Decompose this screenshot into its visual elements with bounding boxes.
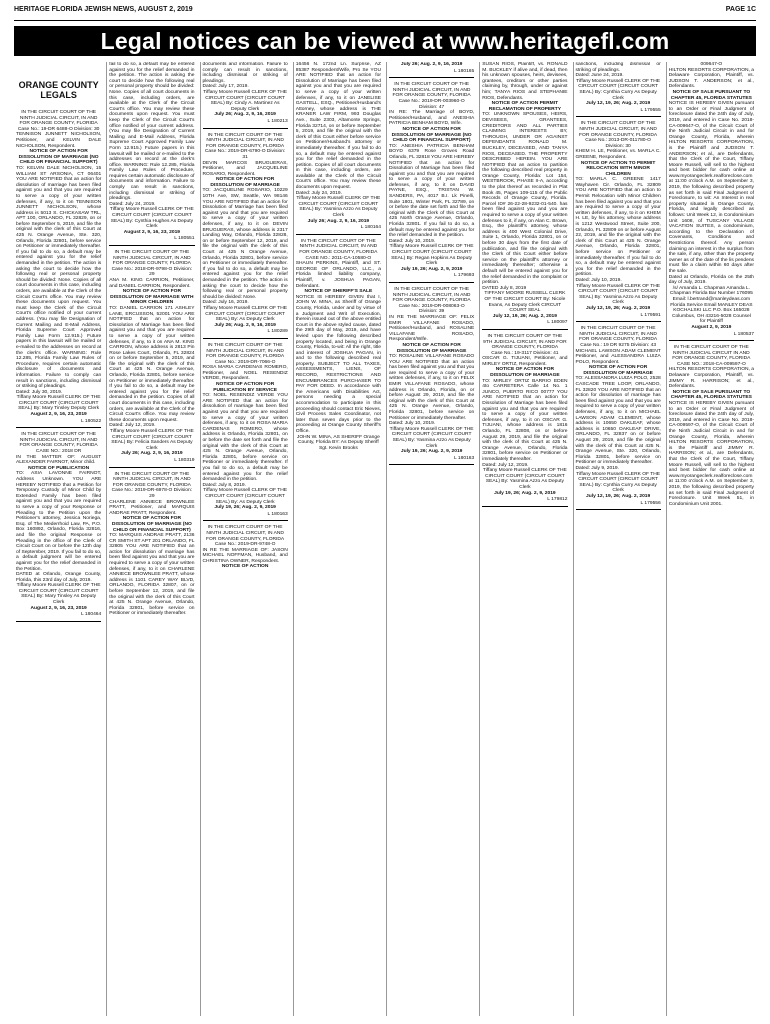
notice-divider <box>576 509 661 510</box>
notice-case: Case No.: 2019-DR-7066-O <box>214 359 276 365</box>
notice-body: TO: MARLA C. GREENE 1417 Wayhaven Cir. Orlando, FL 32809 YOU ARE NOTIFIED that an action to Permit Relocation with Minor Children has been filed against you and that you are required to serve a copy of your written defenses, if any, to it on KHEM H. LE, by his attorney, whose address is 1212 Westwood Street, Suite 200, Orlando, FL 32809 on or before August 22, 2019, and file the original with the clerk of this Court at 425 N. Orange Avenue, Orlando, Florida 32801, before service on Petitioner or immediately thereafter. If you fail to do so, a default may be entered against you for the relief demanded in the petition. <box>575 177 661 278</box>
notice-court: IN THE CIRCUIT COURT OF THE NINTH JUDICIAL CIRCUIT, IN AND FOR ORANGE COUNTY, FLORIDA <box>579 121 658 138</box>
notice-id: L 180165 <box>454 68 475 74</box>
notice-divider <box>16 427 101 428</box>
notice-id: L 180537 <box>733 331 754 337</box>
notice-divider <box>203 338 288 339</box>
notice-title: NOTICE OF ACTION TO PERMIT RELOCATION WITH MINOR CHILDREN <box>580 160 656 177</box>
notice-signature: Tiffany Moore Russell CLERK OF THE CIRCUIT COURT (CIRCUIT COURT SEAL) By: Cynthia Curry As Deputy Clerk <box>576 471 661 494</box>
legal-notice <box>389 287 474 465</box>
notice-parties: TENNISON JUNNETT NICHOLSON, Petitioner, and KELVIN DALE NICHOLSON, Respondent. <box>16 132 102 149</box>
notice-title: NOTICE OF ACTION FOR PUBLICATION BY SERVICE <box>213 382 278 393</box>
publication-dateline: HERITAGE FLORIDA JEWISH NEWS, AUGUST 2, 2019 <box>14 6 193 13</box>
notice-parties: DEVIN MARCOS BRUGUERAS, Petitioner, and JACQUELINE ROSARIO, Respondent. <box>202 160 288 177</box>
notice-publish: July 19, 26; Aug. 2, 9, 2019 <box>214 505 276 511</box>
notice-signature: JOHN W. MINA, AS SHERIFF Orange County, Florida BY: As Deputy Sheriff Sgt. Kevin Brooks <box>296 434 380 451</box>
notice-case: 009647-O <box>700 62 723 67</box>
notice-court: IN THE CIRCUIT COURT OF THE NINTH JUDICIAL CIRCUIT, IN AND FOR ORANGE COUNTY, FLORIDA <box>299 238 378 255</box>
notice-court: IN THE CIRCUIT COURT OF THE NINTH JUDICIAL CIRCUIT, IN AND FOR ORANGE COUNTY, FLORIDA <box>392 286 471 304</box>
notice-dated: Dated at Orlando, Florida on the 25th day of July, 2019. <box>668 274 754 286</box>
notice-signature: /s/ Amanda L. Chapman Amanda L. Chapman Florida Bar Number 176095 Email: l.bertrand@manleydeas.com Florida Service Email MANLEY DEAS KOCHALSKI LLC P.O. Box 165028 Columbus, OH 43216-5028 Counsel for Plaintiff <box>669 285 753 325</box>
notice-title: NOTICE OF ACTION FOR DISSOLUTION OF MARRIAGE <box>396 342 467 354</box>
notice-title: NOTICE OF ACTION FOR DISSOLUTION OF MARRIAGE WITH MINOR CHILDREN <box>110 289 194 306</box>
notice-id: L 180522 <box>81 418 102 424</box>
notice-parties: IN RE THE MARRIAGE OF: JASON MICHAEL NOFFMAN, Husband, and CHRISTINA OWNER, Respondent. <box>202 547 288 564</box>
page-header <box>14 6 756 21</box>
notice-divider <box>576 321 661 322</box>
notice-body: TO: ALESSANDRA LUIZA POLO, 2528 CASCADE TREE LOOP, ORLANDO, FL 32820 YOU ARE NOTIFIED that an action for dissolution of marriage has been filed against you and that you are required to serve a copy of your written defenses, if any, to it on MICHAEL LAWSON ADAM CLEMENT, whose address is 10650 OAKLEAF, whose address is 10650 OAKLEAF DRIVE, ORLANDO, FL 32837 on or before August 29, 2019, and file the original with the clerk of this Court at 425 N. Orange Avenue, Ste. 320, Orlando, Florida 32801, before service on Petitioner or immediately thereafter. <box>575 376 661 466</box>
notice-dated: Dated: July 8, 2019. <box>202 482 246 488</box>
notice-divider <box>296 234 381 235</box>
legal-notice <box>389 82 474 283</box>
notice-divider <box>203 128 288 129</box>
notice-case: Case No.: 2018-DR-9798-O Division: 29 <box>111 266 193 278</box>
notice-divider <box>482 506 567 507</box>
legal-notice <box>669 345 754 507</box>
legal-notice <box>482 62 567 330</box>
legal-notice <box>576 326 661 510</box>
notice-body: documents and information. Failure to comply can result in sanctions, including dismissal or striking of pleadings. <box>202 62 288 84</box>
notice-divider <box>389 464 474 465</box>
notice-id: L 179556 <box>640 500 661 506</box>
notice-case: Case No.: 19 DR 9275 Division: 43 <box>580 342 657 348</box>
notice-body: TO: ASIA LAVONNE FAIRNOT, Address Unknown. YOU ARE HEREBY NOTIFIED that a Petition for Temporary Custody of Minor Child by Extended Family has been filed against you and that you are required to serve a copy of your Response or Pleading to the Petition upon the Petitioner's attorney, Jessica Noriega, Esq. of The Mederrhoid Law, PA, P.O. Box 160892, Orlando, Florida 32816, and file the original Response or Pleading in the office of the Clerk of Circuit Court on or before the 12th day of September, 2019. If you fail to do so, a default judgment will be entered against you for the relief demanded in the Petition. <box>16 471 102 572</box>
notice-dated: Dated: July 24, 2019. <box>109 201 156 207</box>
notice-id: L 179693 <box>454 273 475 279</box>
notice-publish: August 2, 9, 16, 23, 2019 <box>30 605 87 611</box>
notice-parties: SUSAN RIOS, Plaintiff, vs. RONALD M. BUCKLEY if alive and, if dead, then his unknown spouses, heirs, devisees, grantees, creditors or other parties claiming by, through, under or against him; TANYA RIOS and STEPHANIE RIOS, Defendants. <box>482 62 568 101</box>
notice-body: sanctions, including dismissal or striking of pleadings. <box>575 62 661 73</box>
notice-dated: Dated: July 9, 2019. <box>575 465 619 471</box>
notice-signature: Tiffany Moore Russell CLERK OF THE CIRCUIT COURT (CIRCUIT COURT SEAL) By: Yasmina Azzo As Deputy Clerk <box>296 196 381 219</box>
notice-signature: Tiffany Moore Russell CLERK OF THE CIRCUIT COURT (CIRCUIT COURT SEAL) By: Mary Tinsley Deputy Clerk <box>16 395 101 412</box>
notice-parties: HILTON RESORTS CORPORATION, a Delaware Corporation, Plaintiff, vs. JUDSON T. ANDERSON; et al., Defendants. <box>668 67 754 90</box>
notice-id: L 179555 <box>640 107 661 113</box>
notice-title: NOTICE OF ACTION FOR DISSOLUTION OF MARRIAGE (NO CHILD OR FINANCIAL SUPPORT) <box>18 149 99 166</box>
notice-body: TO: DANIEL CARRION 171 ASHLEY LANE, ERCUSSON, 52001 YOU ARE NOTIFIED that an action for Dissolution of Marriage has been filed against you and that you are required to serve a copy of your written defenses, if any, to it on ANA M. KING CARRION, whose address is 2813 Pin Rose Lakes Court, Orlando, FL 32824 on or before September 5, 2019, and file the original with the clerk of this Court at 425 N. Orange Avenue, Orlando, Florida 32801, before service on Petitioner or immediately thereafter. If you fail to do so, a default may be entered against you for the relief demanded in the petition. Copies of all court documents in this case, including orders, are available at the Clerk of the Circuit Court's office. You may review these documents upon request. <box>109 305 195 423</box>
legal-notice <box>109 62 194 246</box>
notice-title: NOTICE OF ACTION FOR DISSOLUTION OF MARRIAGE (NO CHILD OR FINANCIAL SUPPORT) <box>391 126 472 144</box>
legal-notice <box>109 250 194 468</box>
legal-notice <box>576 62 661 117</box>
notice-case: Case No.: 2019-DR-6978-O Division: 29 <box>111 488 193 499</box>
notice-divider <box>576 116 661 117</box>
legal-notice <box>482 334 567 507</box>
notice-parties: IN THE MATTER OF: AUGUST ALEXANDER FAIRNOT, Minor child. <box>16 454 102 466</box>
column-2 <box>106 62 196 1016</box>
notice-case: Case No.: 19-3117 Division: 41 <box>491 350 559 356</box>
notice-title: NOTICE OF SALE PURSUANT TO CHAPTER 45, FLORIDA STATUTES <box>670 389 752 401</box>
notice-id: L 180289 <box>267 329 288 335</box>
column-1 <box>14 62 103 1016</box>
notice-id: L 180097 <box>547 320 568 326</box>
legal-notice <box>16 432 101 622</box>
notice-dated: DATED at Orlando, Orange County, Florida, this 23rd day of July, 2019. <box>16 572 102 583</box>
notice-id: L 180163 <box>454 455 475 461</box>
notice-parties: OSCAR G. TIJUANI, Petitioner, and MIRLEY ORTIZ, Respondent. <box>482 356 568 367</box>
legal-notice <box>203 343 288 521</box>
notice-publish: July 26; Aug. 2, 9, 16, 2019 <box>121 451 183 457</box>
notice-publish: July 12, 19, 26; Aug. 2, 2019 <box>586 493 651 499</box>
notice-body: NOTICE IS HEREBY GIVEN pursuant to an Order or Final Judgment of foreclosure dated the 24th day of July, 2019, and entered in Case No. 2018-CA-009597-O, of the Circuit Court of the Ninth Judicial Circuit in and for Orange County, Florida, wherein HILTON RESORTS CORPORATION, is the Plaintiff and JIMMY R. HARRISON; et al., are Defendants, that the Clerk of the Court, Tiffany Moore Russell, will sell to the highest and best bidder for cash online at www.myorangeclerk.realforeclose.com at 11:00 o'clock A.M. on September 3, 2019, the following described property as set forth in said Final Judgment of Foreclosure. Unit Week 51, in Condominium Unit 2001. <box>668 401 754 507</box>
notice-body: TO: NOEL RESENDIZ VERDE YOU ARE NOTIFIED that an action for dissolution of marriage has been filed against you and that you are required to serve a copy of your written defenses, if any, to it on ROSA MARIA CARDENAS ROMERO, whose address is Orlando, Florida 32801, on or before the date set forth and file the original with the clerk of this Court at 425 N. Orange Avenue, Orlando, Florida 32801, before service on Petitioner or immediately thereafter. If you fail to do so, a default may be entered against you for the relief demanded in the petition. <box>202 393 288 483</box>
notice-title: NOTICE OF PUBLICATION <box>28 465 90 471</box>
notice-case: CASE NO.: 2011-CA-10580-O <box>305 255 372 261</box>
notice-court: IN THE CIRCUIT COURT OF THE NINTH JUDICIAL CIRCUIT, IN AND FOR ORANGE COUNTY, FLORIDA <box>206 132 285 149</box>
notice-case: Case No.: 2019-DR-6790-O Division: 31 <box>204 149 286 160</box>
column-3 <box>200 62 290 1016</box>
notice-divider <box>482 329 567 330</box>
notice-body: TO: ANESHIA PATRICIA BENHAM BOYD 6379 Rose Groves Road Orlando, FL 32818 YOU ARE HEREBY NOTIFIED that an action for Dissolution of Marriage has been filed against you and that you are required to serve a copy of your written defenses, if any, to it on DAVID PAYNE, ESQ., TRISTAN W. SANDERS, PA, 4017 B.I. Lk Pinelli, Suite 1801, Winter Park, FL 32789, on or before the date set forth and file the original with the Clerk of this Court at 425 North Orange Avenue, Orlando, Florida 32801. If you fail to do so, a default may be entered against you for the relief demanded in the petition. <box>389 143 475 239</box>
column-8 <box>666 62 756 1016</box>
notice-dated: Dated: July 10, 2019. <box>389 238 436 244</box>
notice-id: L 180319 <box>174 457 195 463</box>
notice-divider <box>389 77 474 78</box>
notice-dated: Dated: July 24, 2019. <box>295 190 342 196</box>
notice-signature: Tiffany Moore Russell CLERK OF THE CIRCUIT COURT (CIRCUIT COURT SEAL) By: Felicia Sanders As Deputy Clerk <box>109 429 194 451</box>
notice-dated: Dated: July 10, 2019. <box>389 421 436 427</box>
notice-dated: Dated: July 17, 2019. <box>202 84 249 90</box>
notice-parties: IN RE: The Marriage of BOYD, Petitioner/Husband, and ANESHIA PATRICIA BENHAM BOYD, Wife. <box>389 110 475 127</box>
notice-parties: SHAUN PERKINS, Plaintiff, and ST. GEORGE OF ORLANDO, LLC., a Florida limited liability company, Plaintiff, v. JOSHUA PAGAN, Defendant. <box>295 261 381 289</box>
notice-case: CASE NO.: 2018-CA-009597-O <box>676 361 746 367</box>
notice-parties: MICHAEL LAWSON ADAM CLEMENT Petitioner, and ALESSANDRA LUIZA POLO, Respondent. <box>575 348 661 365</box>
notice-publish: July 12, 19, 26; Aug. 2, 2019 <box>492 313 557 319</box>
notice-parties: ROSA MARIA CARDENAS ROMERO, Petitioner, and NOEL RESENDIZ VERDE, Respondent. <box>202 365 288 382</box>
notice-dated: Dated: June 24, 2019. <box>575 73 624 79</box>
notice-body: NOTICE IS HEREBY GIVEN that I, JOHN W. MINA, as Sheriff of Orange County, Florida, under and by virtue of a Judgment and Writ of Execution, therein issued out of the above entitled Court in the above styled cause, dated the 29th day of May, 2019, and have levied upon the following described property located, and being in Orange County, Florida, to-wit: All the right, title and interest of JOSHUA PAGAN, in and to the following described real property. SUBJECT TO ALL TAXES, ASSESSMENTS, LIENS, OF RECORD, RESTRICTIONS AND ENCUMBRANCES PURCHASER TO PAY FOR DEED. In accordance with the Americans with Disabilities Act, persons needing a special accommodation to participate in this proceeding should contact Eric Nieves, Civil Process Sales Coordinator, not later than seven days prior to the proceeding at Orange County Sheriff's Office. <box>295 294 381 434</box>
notice-body: TO: MARQUIS ANDRAE PRATT, 2136 CR SMITH ST APT 201 ORLANDO, FL 32805 YOU ARE NOTIFIED that an action for dissolution of marriage has been filed against you and that you are required to serve a copy of your written defenses, if any, to it on CHARLENE ANNIECE BROWNLEE PRATT, whose address is 1101 CAREY WAY BLVD, ORLANDO, FLORIDA 32807, on or before September 12, 2019, and file the original with the clerk of this Court at 425 N. Orange Avenue, Orlando, Florida 32801, before service on Petitioner or immediately thereafter. <box>109 533 195 617</box>
notice-case: CASE NO.: 2018 DR <box>35 449 82 455</box>
notice-case: Case No.: 2019-DR-008063-O Division: 39 <box>398 303 465 315</box>
notice-publish: July 19, 26; Aug. 2, 9, 2019 <box>400 266 463 272</box>
legal-notice <box>203 62 288 129</box>
section-title: ORANGE COUNTY LEGALS <box>18 80 99 100</box>
notice-title: NOTICE OF SHERIFF'S SALE <box>304 289 373 295</box>
notice-title: NOTICE OF ACTION PERMIT RECLAMATION OF PROPERTY <box>488 101 561 112</box>
notice-body: TO: KELVIN DALE NICHOLSON, 15 WILLIAM ST ARSONIA, CT 06401 YOU ARE NOTIFIED that an action for dissolution of marriage has been filed against you and that you are required to serve a copy of your written defenses, if any, to it on TENNISON JUNNETT NICHOLSON, whose address is 5013 S. CHICKASAW TRL, APT 100, ORLANDO, FL 32829, on or before September 5, 2019, and file the original with the clerk of this Court at 425 N. Orange Avenue, Ste. 320, Orlando, Florida 32801, before service on Petitioner or immediately thereafter. If you fail to do so, a default may be entered against you for the relief demanded in the petition. The action is asking the court to decide how the following real or personal property should be divided: None. Copies of all court documents in this case, including orders, are available at the Clerk of the Circuit Court's office. You may review these documents upon request. You must keep the Clerk of the Circuit Court's office notified of your current address. (You may file Designation of Current Mailing and E-Mail Address, Florida Supreme Court Approved Family Law Form 12.915.) Future papers in this lawsuit will be mailed or e-mailed to the addresses on record at the clerk's office. WARNING: Rule 12.285, Florida Family Law Rules of Procedure, requires certain automatic disclosure of documents and information. Failure to comply can result in sanctions, including dismissal or striking of pleadings. <box>16 165 102 390</box>
notice-title: NOTICE OF ACTION <box>221 564 269 570</box>
notice-parties: IN RE THE MARRIAGE OF: FELIX EMIR VILLAFANE ROSADO, Petitioner/Husband, and ROSALINE VILLAFANE ROSADO, Respondent/Wife. <box>389 314 475 343</box>
legal-notice <box>16 110 101 428</box>
notice-publish: July 12, 19, 26; Aug. 2, 2019 <box>586 101 651 107</box>
notice-case: Case No.: 2013-DR-011780-O Division: 30 <box>585 138 651 149</box>
legal-notice <box>203 133 288 339</box>
notice-court: IN THE CIRCUIT COURT OF THE 9TH JUDICIAL CIRCUIT, IN AND FOR ORANGE COUNTY, FLORIDA <box>483 333 567 351</box>
notice-court: IN THE CIRCUIT COURT OF THE NINTH JUDICIAL CIRCUIT, IN AND FOR ORANGE COUNTY, FLORIDA <box>206 525 285 542</box>
notice-signature: Tiffany Moore Russell CLERK OF THE CIRCUIT COURT (CIRCUIT COURT SEAL) By: As Deputy Clerk <box>203 305 288 323</box>
notice-title: NOTICE OF ACTION FOR DISSOLUTION OF MARRIAGE <box>490 367 560 379</box>
notice-dated: Dated: July 10, 2019. <box>575 277 622 283</box>
notice-dated: Dated: July 12, 2019. <box>109 423 156 429</box>
notice-publish: August 2, 9, 16, 23, 2019 <box>30 412 87 418</box>
notice-title: NOTICE OF ACTION FOR DISSOLUTION OF MARRIAGE <box>210 177 280 188</box>
notice-divider <box>669 340 754 341</box>
notice-publish: July 26; Aug. 2, 9, 16, 2019 <box>307 218 370 224</box>
notice-publish: July 19, 26; Aug. 2, 9, 2019 <box>494 490 556 496</box>
notice-signature: Tiffany Moore Russell CLERK OF THE CIRCUIT COURT (CIRCUIT COURT SEAL) By: Cynthia Hughes As Deputy Clerk <box>109 207 194 230</box>
notice-court: IN THE CIRCUIT COURT OF THE NINTH JUDICIAL CIRCUIT, IN AND FOR ORANGE COUNTY, FLORIDA <box>579 326 658 343</box>
legal-notice <box>296 239 381 452</box>
notice-id: L 180464 <box>81 612 102 618</box>
notice-parties: HILTON RESORTS CORPORATION, a Delaware Corporation, Plaintiff, vs. JIMMY R. HARRISON; et al., Defendants. <box>668 367 754 390</box>
notice-id: L 180551 <box>174 236 195 242</box>
notice-publish: August 2, 9, 16, 23, 2019 <box>123 229 181 235</box>
notice-divider <box>109 245 194 246</box>
notice-court: IN THE CIRCUIT COURT OF THE NINTH JUDICIAL CIRCUIT IN AND FOR ORANGE COUNTY, FLORIDA <box>672 345 751 362</box>
notice-body: 16456 N. 172nd Ln. Surprise, AZ 85387 Respondent/Wife, Pro Se YOU ARE NOTIFIED that an action for Dissolution of Marriage has been filed against you and that you are required to serve a copy of your written defenses, if any, to it on JANELISE GASTELL, ESQ., Petitioner/Husband's Attorney, whose address is THE KRANER LAW FIRM, 993 Douglas Ave., Suite 2303, Altamonte Springs, Florida 32714, on or before September 5, 2019, and file the original with the clerk of this Court either before service on Petitioner/Husband's attorney or immediately thereafter. If you fail to do so, a default may be entered against you for the relief demanded in the petition. Copies of all court documents in this case, including orders, are available at the Clerk of the Circuit Court's office. You may review these documents upon request. <box>295 62 381 191</box>
notice-parties: CHARLENE ANNIECE BROWNLEE PRATT, Petitioner, and MARQUIS ANDRAE PRATT, Respondent. <box>109 499 195 516</box>
legal-notice <box>389 62 474 78</box>
notice-id: L 180164 <box>360 225 381 231</box>
notice-title: NOTICE OF SALE PURSUANT TO CHAPTER 45, FLORIDA STATUTES <box>670 89 752 101</box>
notice-publish: July 26; Aug. 2, 9, 16, 2019 <box>214 322 276 328</box>
notice-court: IN THE CIRCUIT COURT OF THE NINTH JUDICIAL CIRCUIT, IN AND FOR ORANGE COUNTY, FLORIDA <box>19 110 98 127</box>
notice-body: fail to do so, a default may be entered against you for the relief demanded in the petition. The action is asking the court to decide how the following real or personal property should be divided: None. Copies of all court documents in this case, including orders, are available at the Clerk of the Circuit Court's office. You may review these documents upon request. You must keep the Clerk of the Circuit Court's office notified of your current address. (You may file Designation of Current Mailing and E-Mail Address, Florida Supreme Court Approved Family Law Form 12.915.) Future papers in this lawsuit will be mailed or e-mailed to the addresses on record at the clerk's office. WARNING: Rule 12.285, Florida Family Law Rules of Procedure, requires certain automatic disclosure of documents and information. Failure to comply can result in sanctions, including dismissal or striking of pleadings. <box>109 62 195 202</box>
legal-notice <box>576 121 661 322</box>
notice-publish: July 26; Aug. 2, 9, 16, 2019 <box>400 62 463 67</box>
notice-parties: ANA M. KING CARRION, Petitioner, and DANIEL CARRION, Respondent. <box>109 277 195 289</box>
notice-publish: August 2, 9, 2019 <box>691 324 732 330</box>
legal-notice <box>296 62 381 235</box>
notice-dated: Dated: July 30, 2019. <box>16 389 63 395</box>
notice-title: NOTICE OF ACTION FOR DISSOLUTION OF MARRIAGE (NO CHILD OR FINANCIAL SUPPORT) <box>111 516 192 533</box>
column-5 <box>386 62 476 1016</box>
notice-case: Case No.: 19-DR 6488-O Division: 30 <box>17 126 100 132</box>
legal-notice <box>109 472 194 617</box>
notice-signature: Tiffany Moore Russell CLERK OF THE CIRCUIT COURT (CIRCUIT COURT SEAL) By: Yasmina Azzo As Deputy Clerk <box>482 468 567 490</box>
notice-court: IN THE CIRCUIT COURT OF THE NINTH JUDICIAL CIRCUIT, IN AND FOR ORANGE COUNTY, FLORIDA <box>112 471 191 488</box>
notice-dated: Dated: July 16, 2019. <box>202 300 249 306</box>
notice-id: L 180213 <box>267 118 288 124</box>
legal-notice <box>669 62 754 341</box>
notice-parties: KHEM H. LE, Petitioner, vs. MARLA C. GREENE, Respondent. <box>575 149 661 160</box>
notice-signature: Tiffany Moore Russell CLERK OF THE CIRCUIT COURT (CIRCUIT COURT SEAL) By: Yasmina Azzo As Deputy Clerk <box>389 426 474 449</box>
notice-signature: Tiffany Moore Russell CLERK OF THE CIRCUIT COURT (CIRCUIT COURT SEAL) By: Regan Hopkins As Deputy Clerk <box>389 244 474 267</box>
notice-divider <box>389 282 474 283</box>
notice-body: NOTICE IS HEREBY GIVEN pursuant to an Order or Final Judgment of foreclosure dated the 24th day of July, 2019, and entered in Case No. 2018-CA-009647-O, of the Circuit Court of the Ninth Judicial Circuit in and for Orange County, Florida, wherein HILTON RESORTS CORPORATION, is the Plaintiff and JUDSON T. ANDERSON; et al., are Defendants, that the Clerk of the Court, Tiffany Moore Russell, will sell to the highest and best bidder for cash online at www.myorangeclerk.realforeclose.com at 11:00 o'clock A.M. on September 3, 2019, the following described property as set forth in said Final Judgment of Foreclosure, to wit: An Interest in real property situated in Orange County, Florida, and legally described as follows: Unit Week 12, in Condominium Unit 1608, of TUSCANY VILLAGE VACATION SUITES, a condominium, according to the Declaration of Covenants, Conditions and Restrictions thereof. Any person claiming an interest in the surplus from the sale, if any, other than the property owner as of the date of the lis pendens must file a claim within 60 days after the sale. <box>668 101 754 274</box>
notice-signature: Tiffany Moore Russell CLERK OF THE CIRCUIT COURT (CIRCUIT COURT SEAL) By: Cindy A. Martinez As Deputy Clerk <box>203 89 288 112</box>
notice-signature: Tiffany Moore Russell CLERK OF THE CIRCUIT COURT (CIRCUIT COURT SEAL) By: Yasmina Azzo As Deputy Clerk <box>576 283 661 306</box>
notice-title: NOTICE OF ACTION FOR DISSOLUTION OF MARRIAGE <box>583 365 653 376</box>
notice-divider <box>16 621 101 622</box>
notice-body: TO: UNKNOWN SPOUSES, HEIRS, DEVISEES, GRANTEES, CREDITORS AND ALL PARTIES CLAIMING INTERESTS BY, THROUGH, UNDER OR AGAINST DEFENDANTS RONALD M. BUCKLEY, DECEASED, AND TANYA RIOS, DECEASED. THE PROPERTY DESCRIBED HEREIN. YOU ARE NOTIFIED that an action to partition the following described real property in Orange County, Florida: Lot 154, WESTBROOK, PHASE II-A, according to the plat thereof as recorded in Plat Book 45, Pages 109-115 of the Public Records of Orange County, Florida. Parcel ID# 26-22-28-9232-01-540. has been filed against you and you are required to serve a copy of your written defenses to it, if any, on Alan C. Brown, Esq., the plaintiff's attorney, whose address is 400 West Colonial Drive, Suite 1, Orlando, Florida 32801, on or before 30 days from the first date of publication, and file the original with the Clerk of this Court either before service on the plaintiff's attorney or immediately thereafter; otherwise a default will be entered against you for the relief demanded in the complaint or petition. <box>482 112 568 286</box>
notice-body: TO: JACQUELINE ROSARIO, 10229 10TH Ave, SW, Seattle, WA 98146 YOU ARE NOTIFIED that an action for Dissolution of Marriage has been filed against you and that you are required to serve a copy of your written defenses, if any, to it on DEVIN BRUGUERAS, whose address is 2317 Landing Way, Orlando, Florida 32828, on or before September 12, 2019, and file the original with the clerk of this Court at 425 N Orange Avenue, Orlando, Florida 32801, before service on Petitioner or immediately thereafter. If you fail to do so, a default may be entered against you for the relief demanded in the petition. The action is asking the court to decide how the following real or personal property should be divided: None. <box>202 188 288 300</box>
notice-id: L 179591 <box>640 312 661 318</box>
notice-signature: Tiffany Moore Russell CLERK OF THE CIRCUIT COURT (CIRCUIT COURT SEAL) By: Cynthia Curry As Deputy Clerk <box>576 78 661 101</box>
notice-court: IN THE CIRCUIT COURT OF THE NINTH JUDICIAL CIRCUIT, IN AND FOR ORANGE COUNTY, FLORIDA <box>19 432 98 449</box>
notice-body: TO: ROSALINE VILLAFANE ROSADO YOU ARE NOTIFIED that an action has been filed against you and that you are required to serve a copy of your written defenses, if any, to it on FELIX EMIR VILLAFANE ROSADO, whose address is Orlando, Florida, on or before August 29, 2019, and file the original with the clerk of this Court at 425 N. Orange Avenue, Orlando, Florida 32801, before service on Petitioner or immediately thereafter. <box>389 354 475 421</box>
notice-id: L 179812 <box>547 497 568 503</box>
notice-columns <box>14 62 756 1016</box>
notice-divider <box>203 520 288 521</box>
notice-publish: July 19, 26; Aug. 2, 9, 2019 <box>400 449 463 455</box>
notice-divider <box>109 467 194 468</box>
notice-dated: Dated: July 12, 2019. <box>482 462 529 468</box>
column-6 <box>479 62 569 1016</box>
notice-signature: TIFFANY MOORE RUSSELL CLERK OF THE CIRCUIT COURT By: Nicole Evans, As Deputy Clerk CIRCUIT COURT SEAL <box>484 291 566 314</box>
banner-title: Legal notices can be viewed at www.heritagefl.com <box>100 27 670 54</box>
notice-publish: July 26; Aug. 2, 9, 16, 2019 <box>214 112 276 118</box>
notice-court: IN THE CIRCUIT COURT OF THE NINTH JUDICIAL CIRCUIT, IN AND FOR ORANGE COUNTY, FLORIDA <box>206 342 285 360</box>
notice-dated: DATED July 8, 2019 <box>482 285 527 291</box>
notice-id: L 180163 <box>267 511 288 517</box>
notice-publish: July 12, 19, 26; Aug. 2, 2019 <box>586 305 651 311</box>
column-7 <box>573 62 663 1016</box>
notice-case: Case No.: 2019-DR-003960-O Division: 47 <box>398 98 465 110</box>
notice-case: Case No.: 2019-DR-9748-O <box>214 542 276 548</box>
notice-body: TO: MIRLEY ORTIZ BARRIO EDEN 4to CARRETERA Calle 14 No. 1 JUNCO, PUERTO RICO 00777 YOU ARE NOTIFIED that an action for Dissolution of Marriage has been filed against you and that you are required to serve a copy of your written defenses, if any, to it on OSCAR G. TIJUANI, whose address is 1816 Orlando, FL 32808, on or before August 29, 2019, and file the original with the clerk of this Court at 425 N. Orange Avenue, Orlando, Florida 32801, before service on Petitioner or immediately thereafter. <box>482 378 568 462</box>
legal-notices-banner <box>14 26 756 56</box>
notice-signature: Tiffany Moore Russell CLERK OF THE CIRCUIT COURT (CIRCUIT COURT SEAL) By: Mary Tinsley As Deputy Clerk <box>16 583 101 606</box>
notice-court: IN THE CIRCUIT COURT OF THE NINTH JUDICIAL CIRCUIT, IN AND FOR ORANGE COUNTY, FLORIDA <box>112 250 191 267</box>
column-4 <box>293 62 383 1016</box>
page-number: PAGE 1C <box>725 6 756 13</box>
notice-court: IN THE CIRCUIT COURT OF THE NINTH JUDICIAL CIRCUIT, IN AND FOR ORANGE COUNTY, FLORIDA <box>392 82 471 99</box>
notice-signature: Tiffany Moore Russell CLERK OF THE CIRCUIT COURT (CIRCUIT COURT SEAL) By: As Deputy Clerk <box>203 488 288 505</box>
legal-notice <box>203 525 288 570</box>
